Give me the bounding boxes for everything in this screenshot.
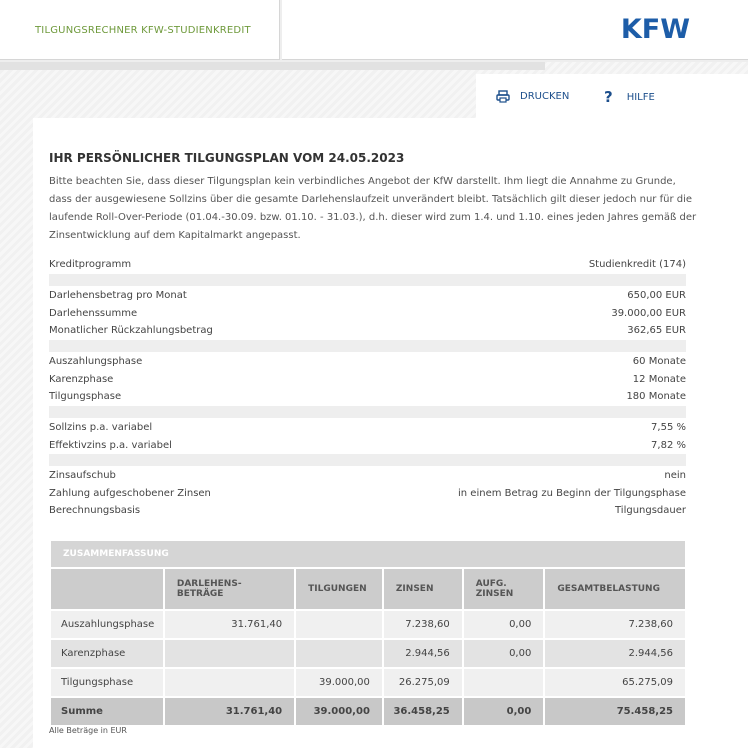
table-cell: Karenzphase	[50, 639, 164, 668]
table-cell: 65.275,09	[544, 668, 686, 697]
detail-value: 650,00 EUR	[627, 290, 686, 301]
table-cell: 7.238,60	[544, 610, 686, 639]
detail-label: Sollzins p.a. variabel	[49, 422, 153, 433]
column-header-line: DARLEHENS- BETRÄGE	[176, 579, 242, 599]
table-cell: 7.238,60	[383, 610, 463, 639]
toolbar	[476, 74, 748, 118]
table-cell: 31.761,40	[164, 610, 295, 639]
table-cell: 26.275,09	[383, 668, 463, 697]
phases-section	[49, 353, 686, 418]
main-content	[33, 118, 748, 748]
detail-row	[49, 388, 686, 406]
detail-label: Darlehenssumme	[49, 307, 138, 319]
table-cell: 2.944,56	[383, 639, 463, 668]
program-section	[49, 256, 686, 286]
detail-label: Zinsaufschub	[49, 470, 116, 481]
amounts-section	[49, 287, 686, 352]
summary-header-row	[50, 568, 686, 610]
deferral-section	[49, 467, 686, 520]
detail-label: Tilgungsphase	[49, 391, 122, 402]
footnote: Alle Beträge in EUR	[49, 726, 127, 735]
detail-value: 180 Monate	[626, 391, 686, 402]
shadow-band	[0, 62, 545, 70]
table-cell	[295, 639, 383, 668]
detail-label: Kreditprogramm	[49, 259, 132, 270]
detail-row	[49, 437, 686, 455]
detail-row	[49, 322, 686, 340]
intro-text: Bitte beachten Sie, dass dieser Tilgungsplan kein verbindliches Angebot der KfW darstellt. Ihm liegt die Annahme zu Grunde, dass der ausgewiesene Sollzins über die gesamte Darlehenslaufzeit unverändert bleibt. Tatsächlich gilt dieser jedoch nur für die laufende Roll-Over-Periode (01.04.-30.09. bzw. 01.10. - 31.03.), d.h. dieser wird zum 1.4. und 1.10. eines jeden Jahres gemäß der Zinsentwicklung auf dem Kapitalmarkt angepasst.	[49, 176, 697, 241]
table-cell: 39.000,00	[295, 697, 383, 726]
table-cell	[463, 668, 545, 697]
table-row	[50, 668, 686, 697]
detail-value: nein	[664, 470, 686, 481]
detail-row	[49, 485, 686, 503]
table-cell: 0,00	[463, 697, 545, 726]
column-header-line: AUFG. ZINSEN	[475, 579, 514, 599]
table-cell: 0,00	[463, 639, 545, 668]
table-cell: 0,00	[463, 610, 545, 639]
help-button[interactable]	[604, 90, 655, 104]
detail-row	[49, 371, 686, 389]
summary-table	[49, 539, 687, 727]
table-cell: 75.458,25	[544, 697, 686, 726]
detail-label: Berechnungsbasis	[49, 505, 141, 516]
printer-icon	[496, 90, 510, 103]
page-title: IHR PERSÖNLICHER TILGUNGSPLAN VOM 24.05.2023	[49, 151, 405, 165]
logo-area	[282, 0, 748, 60]
detail-value: in einem Betrag zu Beginn der Tilgungsphase	[458, 487, 686, 499]
table-cell: 31.761,40	[164, 697, 295, 726]
detail-row	[49, 256, 686, 274]
detail-value: Studienkredit (174)	[588, 259, 686, 270]
kfw-logo[interactable]: KFW	[620, 14, 690, 45]
app-title: TILGUNGSRECHNER KFW-STUDIENKREDIT	[35, 25, 251, 36]
column-header: ZINSEN	[383, 568, 463, 610]
app-title-tab[interactable]	[0, 0, 280, 60]
detail-row	[49, 305, 686, 323]
table-cell	[164, 668, 295, 697]
detail-value: 7,55 %	[651, 422, 686, 433]
detail-value: 39.000,00 EUR	[611, 307, 686, 319]
table-cell: Auszahlungsphase	[50, 610, 164, 639]
detail-value: Tilgungsdauer	[614, 505, 686, 516]
detail-row	[49, 353, 686, 371]
print-label: DRUCKEN	[520, 91, 570, 102]
help-label: HILFE	[626, 91, 655, 103]
detail-row	[49, 419, 686, 437]
table-cell	[164, 639, 295, 668]
detail-label: Darlehensbetrag pro Monat	[49, 290, 187, 301]
table-cell: Tilgungsphase	[50, 668, 164, 697]
column-header: GESAMTBELASTUNG	[544, 568, 686, 610]
detail-value: 12 Monate	[632, 373, 686, 385]
top-bar	[0, 0, 748, 62]
detail-label: Zahlung aufgeschobener Zinsen	[49, 487, 211, 499]
detail-value: 362,65 EUR	[627, 325, 686, 336]
detail-row	[49, 287, 686, 305]
table-cell: 36.458,25	[383, 697, 463, 726]
column-header	[164, 568, 295, 610]
detail-label: Auszahlungsphase	[49, 356, 143, 367]
table-cell	[295, 610, 383, 639]
summary-title: ZUSAMMENFASSUNG	[50, 540, 686, 568]
help-icon: ?	[604, 88, 613, 106]
column-header: TILGUNGEN	[295, 568, 383, 610]
total-row	[50, 697, 686, 726]
table-row	[50, 639, 686, 668]
table-cell: Summe	[50, 697, 164, 726]
detail-row	[49, 502, 686, 520]
detail-value: 60 Monate	[632, 356, 686, 367]
detail-label: Monatlicher Rückzahlungsbetrag	[49, 325, 213, 336]
detail-row	[49, 467, 686, 485]
column-header	[463, 568, 545, 610]
rates-section	[49, 419, 686, 466]
column-header	[50, 568, 164, 610]
table-cell: 2.944,56	[544, 639, 686, 668]
print-button[interactable]	[496, 90, 569, 103]
table-row	[50, 610, 686, 639]
detail-label: Effektivzins p.a. variabel	[49, 439, 172, 451]
detail-value: 7,82 %	[651, 439, 686, 451]
table-cell: 39.000,00	[295, 668, 383, 697]
detail-label: Karenzphase	[49, 373, 114, 385]
